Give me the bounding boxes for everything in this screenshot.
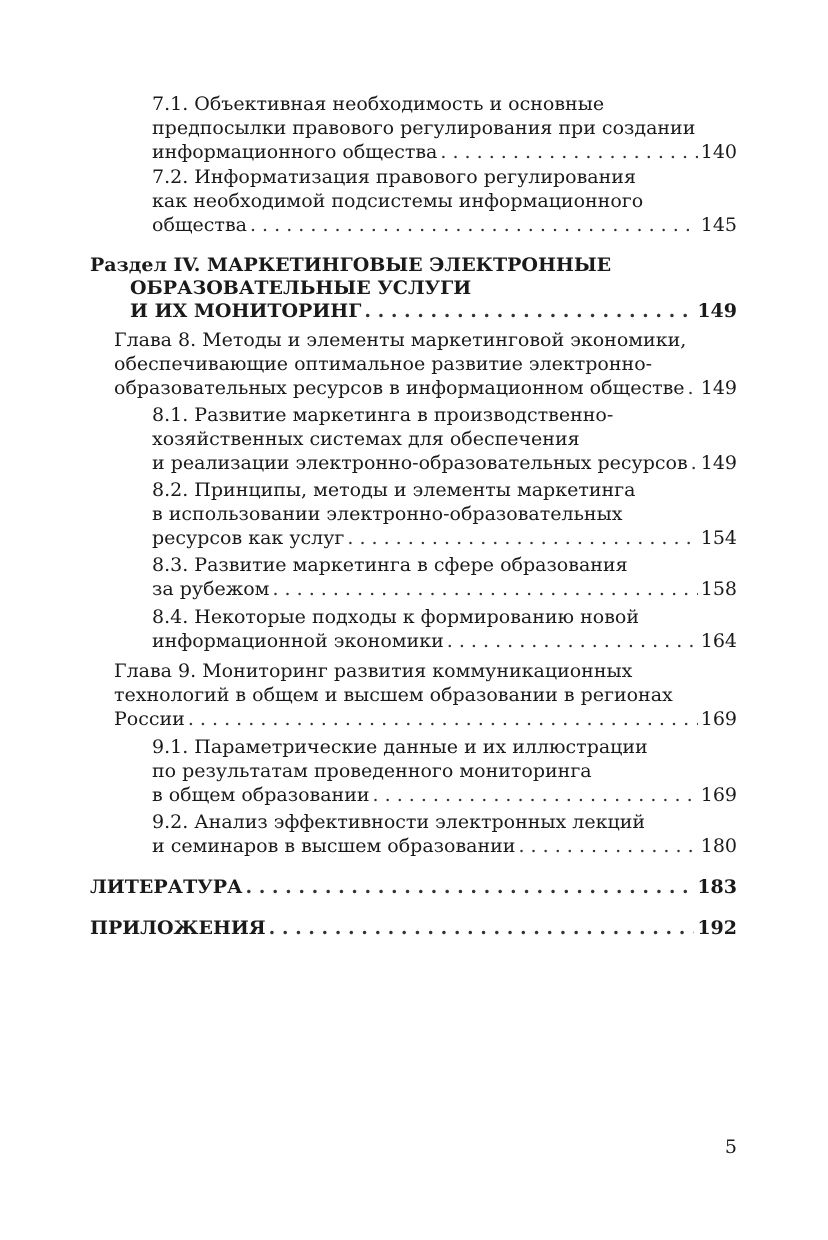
toc-line: 9.2. Анализ эффективности электронных лекций: [152, 811, 646, 833]
toc-line: информационного общества: [152, 141, 438, 163]
toc-entry-chapter-9[interactable]: [114, 659, 737, 731]
toc-line: Глава 8. Методы и элементы маркетинговой экономики,: [114, 329, 687, 351]
toc-line: 8.4. Некоторые подходы к формированию новой: [152, 606, 640, 628]
toc-leader-line: [152, 577, 737, 601]
toc-line: в использовании электронно-образовательных: [152, 503, 623, 525]
dot-leader: [691, 451, 698, 475]
toc-line: технологий в общем и высшем образовании в регионах: [114, 684, 673, 706]
page-ref: 149: [700, 377, 737, 399]
page-ref: 154: [700, 527, 737, 549]
toc-entry-8-1[interactable]: [152, 403, 737, 475]
toc-line: 9.1. Параметрические данные и их иллюстрации: [152, 736, 648, 758]
page-ref: 158: [700, 578, 737, 600]
toc-leader-line: [90, 916, 737, 940]
toc-line: И ИХ МОНИТОРИНГ: [130, 300, 362, 322]
dot-leader: [272, 577, 697, 601]
toc-leader-line: [152, 629, 737, 653]
page-ref: 149: [697, 300, 737, 322]
toc-entry-literature[interactable]: [90, 875, 737, 899]
toc-line: информационной экономики: [152, 630, 444, 652]
toc-line: в общем образовании: [152, 784, 370, 806]
toc-line: общества: [152, 214, 247, 236]
toc-entry-8-4[interactable]: [152, 605, 737, 653]
dot-leader: [364, 300, 694, 323]
page-ref: 192: [697, 917, 737, 939]
toc-leader-line: [114, 707, 737, 731]
toc-line: 8.1. Развитие маркетинга в производственно-: [152, 404, 614, 426]
page-ref: 145: [700, 214, 737, 236]
toc-line: 7.2. Информатизация правового регулирования: [152, 166, 636, 188]
toc-line: России: [114, 708, 185, 730]
toc-entry-7-2[interactable]: [152, 165, 737, 237]
toc-line: 8.2. Принципы, методы и элементы маркетинга: [152, 479, 636, 501]
toc-line: Глава 9. Мониторинг развития коммуникационных: [114, 660, 633, 682]
dot-leader: [518, 834, 697, 858]
toc-leader-line: [152, 140, 737, 164]
toc-line: 7.1. Объективная необходимость и основные: [152, 93, 605, 115]
page-ref: 149: [700, 452, 737, 474]
toc-leader-line: [90, 875, 737, 899]
toc-line: по результатам проведенного мониторинга: [152, 760, 592, 782]
page-ref: 183: [697, 876, 737, 898]
dot-leader: [347, 526, 697, 550]
toc-entry-appendices[interactable]: [90, 916, 737, 940]
toc-leader-line: [152, 526, 737, 550]
toc-leader-line: [90, 300, 737, 323]
toc-line: ОБРАЗОВАТЕЛЬНЫЕ УСЛУГИ: [130, 277, 472, 299]
toc-line: за рубежом: [152, 578, 270, 600]
dot-leader: [188, 707, 698, 731]
toc-line: ЛИТЕРАТУРА: [90, 876, 243, 898]
toc-leader-line: [152, 783, 737, 807]
page-number: 5: [724, 1136, 737, 1158]
toc-line: ресурсов как услуг: [152, 527, 345, 549]
dot-leader: [447, 629, 698, 653]
toc-leader-line: [152, 451, 737, 475]
page-ref: 169: [700, 784, 737, 806]
toc-leader-line: [152, 213, 737, 237]
toc-entry-8-2[interactable]: [152, 478, 737, 550]
toc-line: ПРИЛОЖЕНИЯ: [90, 917, 266, 939]
toc-line: обеспечивающие оптимальное развитие электронно-: [114, 353, 653, 375]
dot-leader: [440, 140, 697, 164]
toc-leader-line: [114, 376, 737, 400]
dot-leader: [250, 213, 698, 237]
toc-entry-8-3[interactable]: [152, 553, 737, 601]
page-ref: 140: [700, 141, 737, 163]
toc-line: Раздел IV. МАРКЕТИНГОВЫЕ ЭЛЕКТРОННЫЕ: [90, 254, 612, 276]
toc-line: как необходимой подсистемы информационного: [152, 190, 644, 212]
page-ref: 180: [700, 835, 737, 857]
toc-line: предпосылки правового регулирования при создании: [152, 117, 696, 139]
toc-entry-9-1[interactable]: [152, 735, 737, 807]
dot-leader: [373, 783, 698, 807]
toc-entry-7-1[interactable]: [152, 92, 737, 164]
toc-entry-chapter-8[interactable]: [114, 328, 737, 400]
toc-line: и реализации электронно-образовательных ресурсов: [152, 452, 688, 474]
dot-leader: [269, 916, 695, 940]
toc-line: хозяйственных системах для обеспечения: [152, 428, 580, 450]
toc-entry-part-4[interactable]: [90, 254, 737, 323]
page-ref: 164: [700, 630, 737, 652]
toc-line: образовательных ресурсов в информационном обществе: [114, 377, 685, 399]
toc-entry-9-2[interactable]: [152, 810, 737, 858]
toc-line: 8.3. Развитие маркетинга в сфере образования: [152, 554, 628, 576]
toc-leader-line: [152, 834, 737, 858]
dot-leader: [688, 376, 698, 400]
page-ref: 169: [700, 708, 737, 730]
dot-leader: [245, 875, 694, 899]
toc-line: и семинаров в высшем образовании: [152, 835, 516, 857]
